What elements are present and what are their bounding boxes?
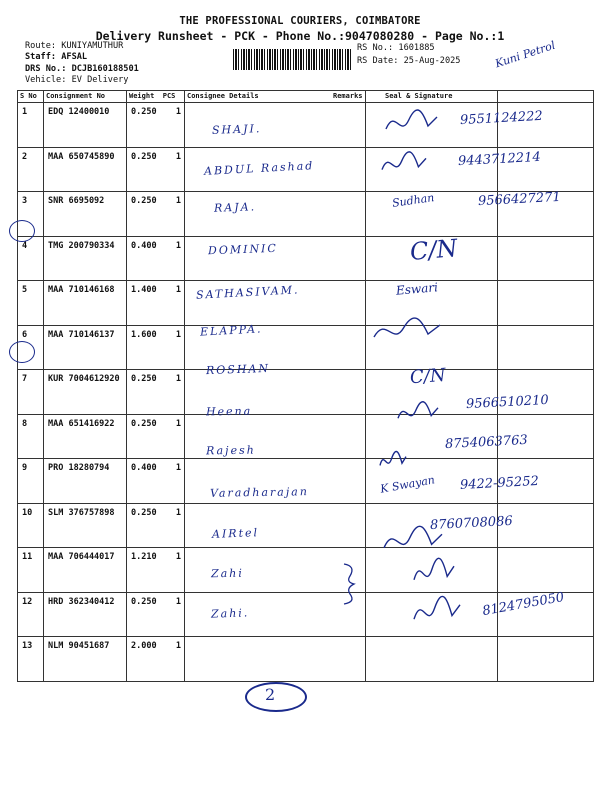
cell-weight-pcs — [127, 459, 185, 504]
cell-sno: 5 — [18, 281, 44, 326]
handwritten-phone: 9566510210 — [465, 392, 550, 412]
signature-scribble — [372, 316, 442, 346]
table-row — [18, 236, 594, 281]
cell-sno: 13 — [18, 637, 44, 682]
cell-weight: 0.250 — [131, 596, 157, 607]
cell-sno: 12 — [18, 592, 44, 637]
col-consignee-remarks — [185, 91, 498, 103]
cell-weight: 0.400 — [131, 463, 157, 473]
runsheet-title: Delivery Runsheet - PCK - Phone No.:9047080280 - Page No.:1 — [95, 29, 505, 43]
cell-blank — [498, 236, 594, 281]
signature-scribble — [412, 556, 456, 590]
company-title: THE PROFESSIONAL COURIERS, COIMBATORE — [179, 15, 421, 27]
handwritten-phone: 8760708086 — [429, 513, 514, 534]
cell-consignment: KUR 7004612920 — [44, 370, 127, 415]
handwritten-phone: 9566427271 — [477, 189, 562, 210]
signature-scribble — [384, 108, 439, 138]
cell-sno: 3 — [18, 192, 44, 237]
table-row — [18, 548, 594, 593]
cell-consignment: MAA 710146168 — [44, 281, 127, 326]
handwritten-consignee: Zahi — [210, 566, 244, 580]
col-consignee: Consignee Details — [187, 92, 259, 100]
signature-scribble — [396, 400, 440, 426]
handwritten-consignee: RAJA. — [213, 200, 257, 215]
table-header-row — [18, 91, 594, 103]
cell-weight: 1.210 — [131, 552, 157, 562]
col-sno: S No — [18, 91, 44, 103]
page-number-mark: 2 — [265, 685, 276, 704]
cell-blank — [498, 325, 594, 370]
cell-consignment: HRD 362340412 — [44, 592, 127, 637]
staff-label: Staff: AFSAL — [25, 52, 88, 62]
cell-consignment: NLM 90451687 — [44, 637, 127, 682]
cell-consignment: PRO 18280794 — [44, 459, 127, 504]
cell-weight-pcs — [127, 548, 185, 593]
cell-sno: 6 — [18, 325, 44, 370]
cell-blank — [498, 548, 594, 593]
cell-weight-pcs — [127, 103, 185, 148]
cell-weight-pcs — [127, 236, 185, 281]
cell-sno: 9 — [18, 459, 44, 504]
handwritten-consignee: Zahi. — [210, 606, 250, 621]
cell-sno: 11 — [18, 548, 44, 593]
handwritten-consignee: DOMINIC — [207, 241, 279, 257]
cell-weight-pcs — [127, 281, 185, 326]
handwritten-consignee: ABDUL Rashad — [203, 158, 315, 178]
cell-pcs: 1 — [175, 107, 181, 117]
col-pcs: PCS — [162, 92, 176, 100]
col-remarks: Remarks — [333, 92, 363, 100]
cell-weight-pcs — [127, 192, 185, 237]
cell-pcs: 1 — [175, 596, 181, 607]
cell-pcs: 1 — [175, 641, 181, 651]
cell-pcs: 1 — [175, 240, 181, 251]
rs-number: RS No.: 1601885 — [357, 43, 435, 53]
cell-pcs: 1 — [175, 463, 181, 473]
cell-consignment: SNR 6695092 — [44, 192, 127, 237]
col-signature: Seal & Signature — [385, 92, 453, 100]
cell-pcs: 1 — [175, 418, 181, 429]
handwritten-phone: 8124795050 — [481, 589, 566, 620]
cell-pcs: 1 — [175, 151, 181, 162]
drs-label: DRS No.: DCJB160188501 — [25, 64, 139, 74]
route-label: Route: KUNIYAMUTHUR — [25, 41, 124, 51]
cell-weight: 0.250 — [131, 196, 157, 206]
cell-weight: 0.400 — [131, 240, 157, 251]
col-weight: Weight — [129, 92, 155, 100]
cell-consignment: EDQ 12400010 — [44, 103, 127, 148]
cell-weight: 1.400 — [131, 285, 157, 295]
cell-pcs: 1 — [175, 552, 181, 562]
handwritten-consignee: ROSHAN — [205, 361, 271, 378]
cell-weight-pcs — [127, 147, 185, 192]
handwritten-consignee: AIRtel — [211, 526, 260, 541]
barcode — [233, 49, 351, 70]
cell-weight-pcs — [127, 503, 185, 548]
cell-sno: 1 — [18, 103, 44, 148]
cell-weight: 1.600 — [131, 329, 157, 340]
vehicle-label: Vehicle: EV Delivery — [25, 75, 129, 85]
cell-pcs: 1 — [175, 196, 181, 206]
cell-sno: 10 — [18, 503, 44, 548]
cell-weight: 0.250 — [131, 507, 157, 518]
cell-weight: 0.250 — [131, 418, 157, 429]
cell-consignment: MAA 710146137 — [44, 325, 127, 370]
runsheet-table — [17, 90, 594, 682]
cell-blank — [498, 637, 594, 682]
signature-row3: Sudhan — [391, 191, 436, 210]
cell-weight-pcs — [127, 325, 185, 370]
circled-row-mark — [9, 220, 35, 242]
handwritten-phone: 9443712214 — [457, 149, 542, 169]
cell-consignment: TMG 200790334 — [44, 236, 127, 281]
signature-row10: K Swayan — [379, 473, 436, 496]
cell-consignment: MAA 706444017 — [44, 548, 127, 593]
cell-weight-pcs — [127, 414, 185, 459]
signature-scribble — [378, 450, 408, 472]
cell-blank — [498, 281, 594, 326]
signature-cn-row4: C/N — [408, 233, 459, 267]
handwritten-route-note: Kuni Petrol — [493, 38, 557, 71]
cell-pcs: 1 — [175, 374, 181, 384]
page-number-circle — [245, 682, 307, 712]
col-weight-pcs — [127, 91, 185, 103]
signature-cn-row7: C/N — [409, 364, 447, 389]
signature-scribble — [412, 594, 462, 630]
handwritten-consignee: Heena — [205, 404, 253, 418]
cell-consignment: MAA 651416922 — [44, 414, 127, 459]
handwritten-phone: 8754063763 — [444, 432, 529, 453]
cell-pcs: 1 — [175, 285, 181, 295]
cell-sno: 7 — [18, 370, 44, 415]
cell-sno: 4 — [18, 236, 44, 281]
cell-pcs: 1 — [175, 329, 181, 340]
handwritten-consignee: Rajesh — [205, 443, 256, 458]
col-consignment: Consignment No — [44, 91, 127, 103]
cell-consignment: MAA 650745890 — [44, 147, 127, 192]
handwritten-consignee: SATHASIVAM. — [195, 283, 300, 302]
table-row — [18, 281, 594, 326]
handwritten-phone: 9422-95252 — [459, 473, 540, 493]
rs-date: RS Date: 25-Aug-2025 — [357, 56, 461, 66]
cell-weight: 0.250 — [131, 151, 157, 162]
signature-scribble — [380, 150, 428, 178]
handwritten-phone: 9551124222 — [459, 108, 544, 129]
handwritten-consignee: Varadharajan — [209, 484, 309, 500]
cell-consignment: SLM 376757898 — [44, 503, 127, 548]
circled-row-mark — [9, 341, 35, 363]
cell-consignee — [185, 637, 498, 682]
cell-weight-pcs — [127, 637, 185, 682]
table-row — [18, 325, 594, 370]
cell-weight: 0.250 — [131, 374, 157, 384]
remarks-brace — [342, 562, 358, 606]
cell-weight: 2.000 — [131, 641, 157, 651]
handwritten-consignee: SHAJI. — [211, 122, 262, 137]
col-blank — [498, 91, 594, 103]
cell-weight-pcs — [127, 370, 185, 415]
cell-sno: 8 — [18, 414, 44, 459]
signature-row5: Eswari — [395, 280, 439, 298]
table-row — [18, 637, 594, 682]
cell-weight-pcs — [127, 592, 185, 637]
cell-sno: 2 — [18, 147, 44, 192]
handwritten-consignee: ELAPPA. — [199, 321, 263, 339]
cell-weight: 0.250 — [131, 107, 157, 117]
cell-pcs: 1 — [175, 507, 181, 518]
signature-scribble — [382, 524, 444, 558]
